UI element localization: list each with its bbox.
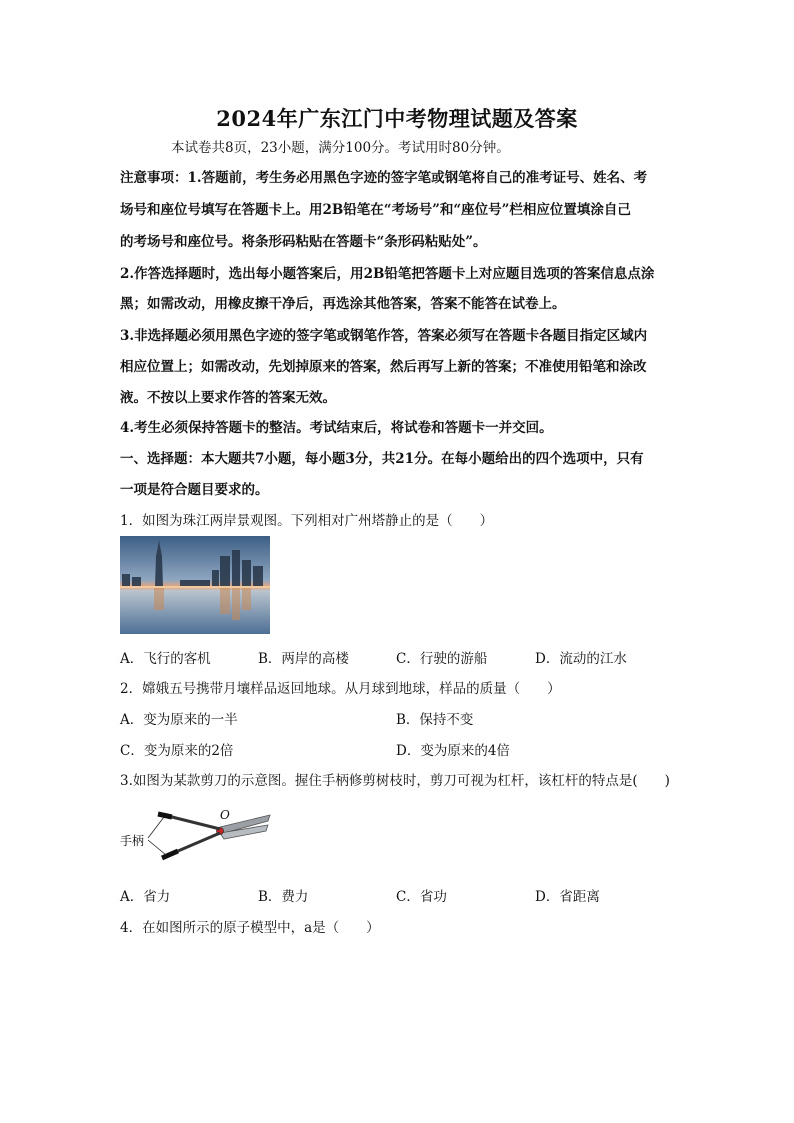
question-3-stem: 3.如图为某款剪刀的示意图。握住手柄修剪树枝时，剪刀可视为杠杆，该杠杆的特点是( ) xyxy=(120,773,670,789)
notes-line-2: 场号和座位号填写在答题卡上。用2B铅笔在“考场号”和“座位号”栏相应位置填涂自己 xyxy=(120,202,631,218)
pivot-label: O xyxy=(220,808,230,822)
question-4-stem: 4．在如图所示的原子模型中，a是（ ） xyxy=(120,920,380,936)
pearl-river-photo xyxy=(120,536,270,634)
notes-line-1: 注意事项：1.答题前，考生务必用黑色字迹的签字笔或钢笔将自己的准考证号、姓名、考 xyxy=(120,170,648,186)
shears-diagram xyxy=(120,807,280,867)
question-2-option-a: A．变为原来的一半 xyxy=(120,712,238,728)
question-3-option-c: C．省功 xyxy=(396,889,447,905)
exam-intro: 本试卷共8页，23小题，满分100分。考试用时80分钟。 xyxy=(171,140,510,156)
notes-line-4: 2.作答选择题时，选出每小题答案后，用2B铅笔把答题卡上对应题目选项的答案信息点涂 xyxy=(120,266,655,282)
question-2-option-c: C．变为原来的2倍 xyxy=(120,743,234,759)
question-3-option-b: B．费力 xyxy=(258,889,309,905)
notes-line-8: 液。不按以上要求作答的答案无效。 xyxy=(120,390,336,406)
notes-line-7: 相应位置上；如需改动，先划掉原来的答案，然后再写上新的答案；不准使用铅笔和涂改 xyxy=(120,359,647,375)
notes-line-5: 黑；如需改动，用橡皮擦干净后，再选涂其他答案，答案不能答在试卷上。 xyxy=(120,296,566,312)
question-1-option-a: A．飞行的客机 xyxy=(120,651,211,667)
question-2-option-b: B．保持不变 xyxy=(396,712,474,728)
handle-label: 手柄 xyxy=(120,834,145,848)
question-3-option-a: A．省力 xyxy=(120,889,171,905)
question-2-stem: 2．嫦娥五号携带月壤样品返回地球。从月球到地球，样品的质量（ ） xyxy=(120,681,561,697)
notes-line-6: 3.非选择题必须用黑色字迹的签字笔或钢笔作答，答案必须写在答题卡各题目指定区域内 xyxy=(120,328,648,344)
notes-line-3: 的考场号和座位号。将条形码粘贴在答题卡“条形码粘贴处”。 xyxy=(120,234,487,250)
page-title: 2024年广东江门中考物理试题及答案 xyxy=(216,106,578,131)
section-heading-line-2: 一项是符合题目要求的。 xyxy=(120,482,269,498)
section-heading-line-1: 一、选择题：本大题共7小题，每小题3分，共21分。在每小题给出的四个选项中，只有 xyxy=(120,451,644,467)
question-1-option-b: B．两岸的高楼 xyxy=(258,651,349,667)
question-2-option-d: D．变为原来的4倍 xyxy=(396,743,510,759)
question-1-stem: 1．如图为珠江两岸景观图。下列相对广州塔静止的是（ ） xyxy=(120,513,494,529)
notes-line-9: 4.考生必须保持答题卡的整洁。考试结束后，将试卷和答题卡一并交回。 xyxy=(120,420,553,436)
question-3-option-d: D．省距离 xyxy=(535,889,600,905)
question-1-option-d: D．流动的江水 xyxy=(535,651,627,667)
question-1-option-c: C．行驶的游船 xyxy=(396,651,488,667)
